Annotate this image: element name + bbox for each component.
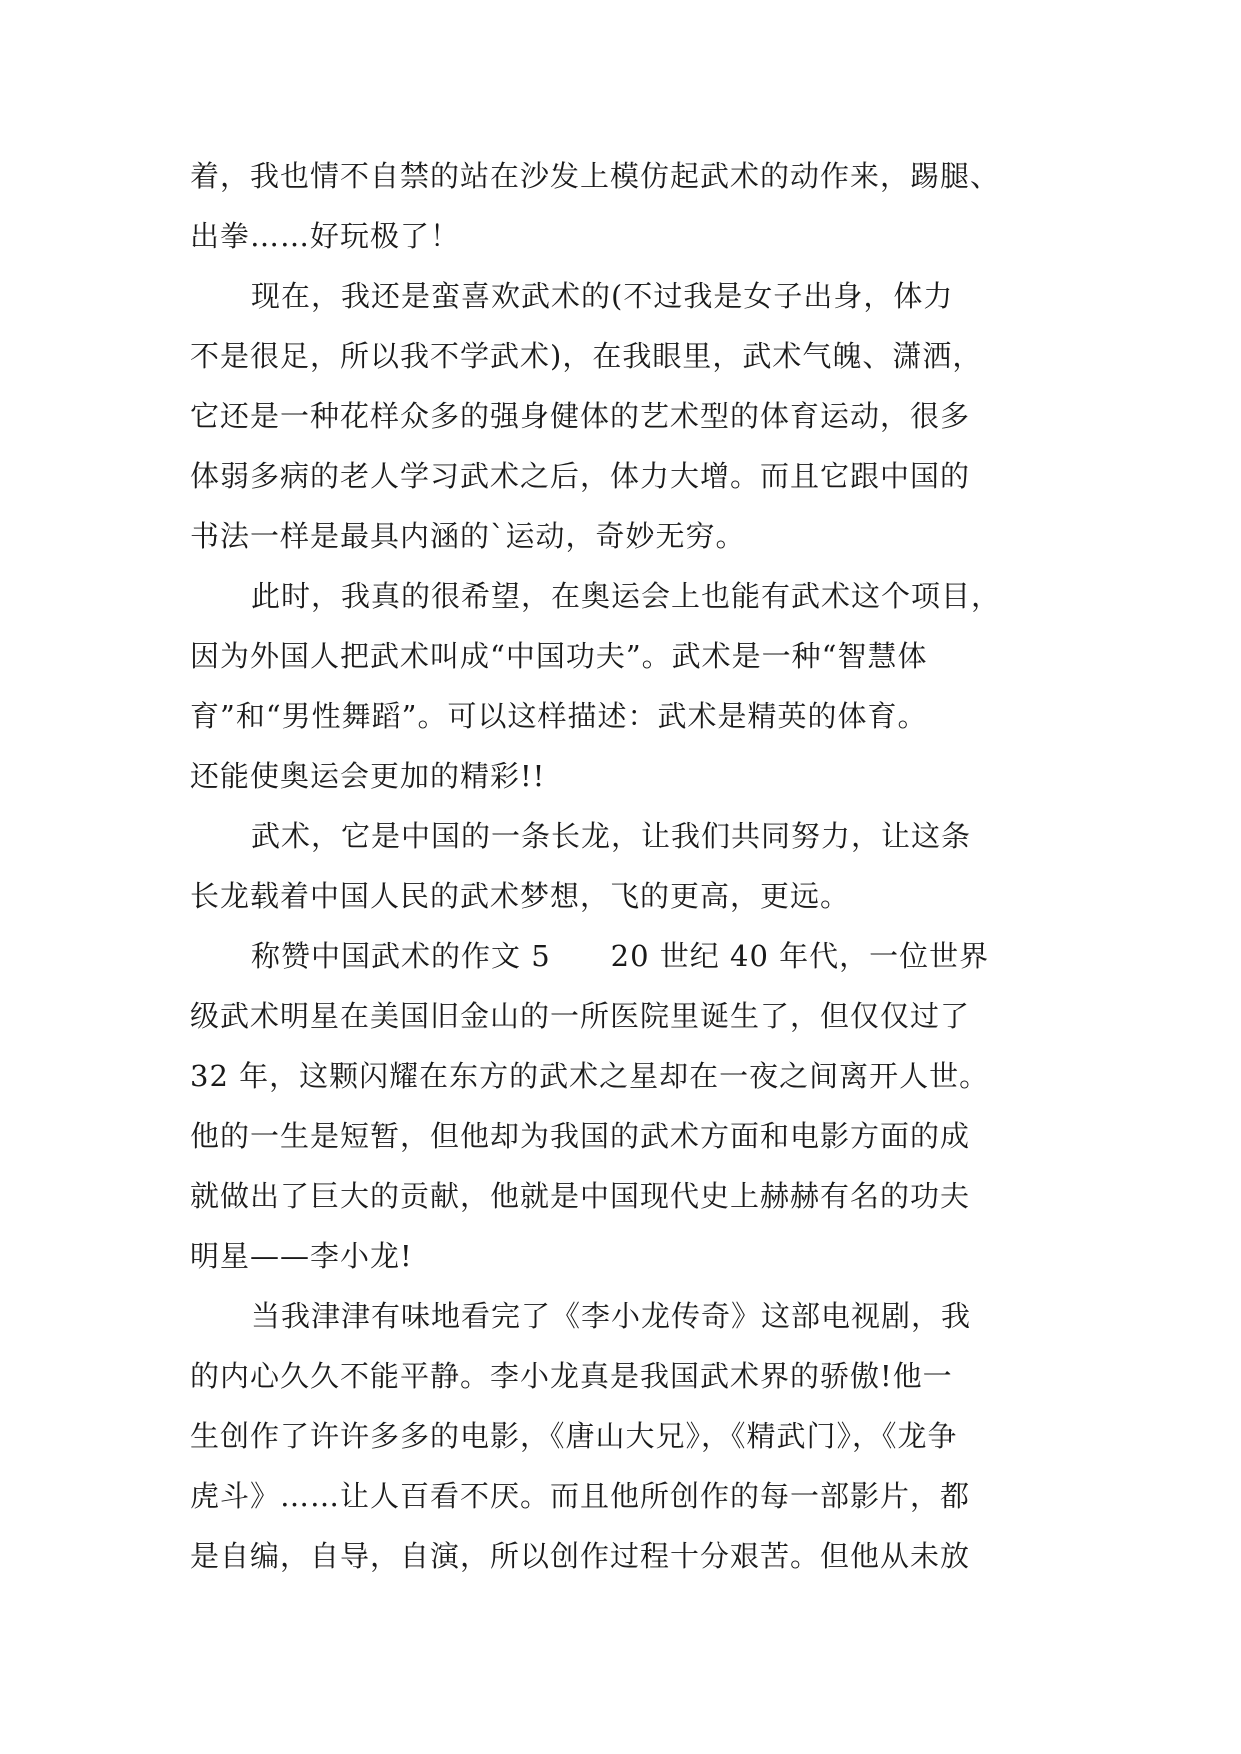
text-line: 还能使奥运会更加的精彩!! xyxy=(190,759,546,793)
text-line: 是自编，自导，自演，所以创作过程十分艰苦。但他从未放 xyxy=(190,1539,971,1573)
text-line: 明星——李小龙! xyxy=(190,1239,413,1273)
text-line: 级武术明星在美国旧金山的一所医院里诞生了，但仅仅过了 xyxy=(190,999,971,1033)
text-line: 育”和“男性舞蹈”。可以这样描述：武术是精英的体育。 xyxy=(190,699,928,733)
text-line: 着，我也情不自禁的站在沙发上模仿起武术的动作来，踢腿、 xyxy=(190,159,1001,193)
text-line: 称赞中国武术的作文 5 20 世纪 40 年代，一位世界 xyxy=(251,939,990,973)
text-line: 它还是一种花样众多的强身健体的艺术型的体育运动，很多 xyxy=(190,399,971,433)
text-line: 生创作了许许多多的电影，《唐山大兄》，《精武门》，《龙争 xyxy=(190,1419,958,1453)
text-line: 不是很足，所以我不学武术)，在我眼里，武术气魄、潇洒， xyxy=(190,339,983,373)
text-line: 现在，我还是蛮喜欢武术的(不过我是女子出身，体力 xyxy=(251,279,954,313)
text-line: 32 年，这颗闪耀在东方的武术之星却在一夜之间离开人世。 xyxy=(190,1059,990,1093)
text-line: 书法一样是最具内涵的`运动，奇妙无穷。 xyxy=(190,519,746,553)
text-line: 长龙载着中国人民的武术梦想，飞的更高，更远。 xyxy=(190,879,851,913)
paragraph xyxy=(190,146,1060,266)
text-line: 虎斗》……让人百看不厌。而且他所创作的每一部影片，都 xyxy=(190,1479,971,1513)
text-line: 的内心久久不能平静。李小龙真是我国武术界的骄傲!他一 xyxy=(190,1359,953,1393)
text-line: 体弱多病的老人学习武术之后，体力大增。而且它跟中国的 xyxy=(190,459,971,493)
text-line: 他的一生是短暂，但他却为我国的武术方面和电影方面的成 xyxy=(190,1119,971,1153)
text-line: 出拳……好玩极了！ xyxy=(190,219,461,253)
paragraph xyxy=(190,1286,1060,1586)
paragraph xyxy=(190,266,1060,566)
document-body xyxy=(190,146,1060,1586)
text-line: 当我津津有味地看完了《李小龙传奇》这部电视剧，我 xyxy=(251,1299,972,1333)
text-line: 因为外国人把武术叫成“中国功夫”。武术是一种“智慧体 xyxy=(190,639,928,673)
text-line: 此时，我真的很希望，在奥运会上也能有武术这个项目， xyxy=(251,579,1002,613)
paragraph xyxy=(190,926,1060,1286)
paragraph xyxy=(190,566,1060,806)
text-line: 就做出了巨大的贡献，他就是中国现代史上赫赫有名的功夫 xyxy=(190,1179,971,1213)
paragraph xyxy=(190,806,1060,926)
text-line: 武术，它是中国的一条长龙，让我们共同努力，让这条 xyxy=(251,819,972,853)
